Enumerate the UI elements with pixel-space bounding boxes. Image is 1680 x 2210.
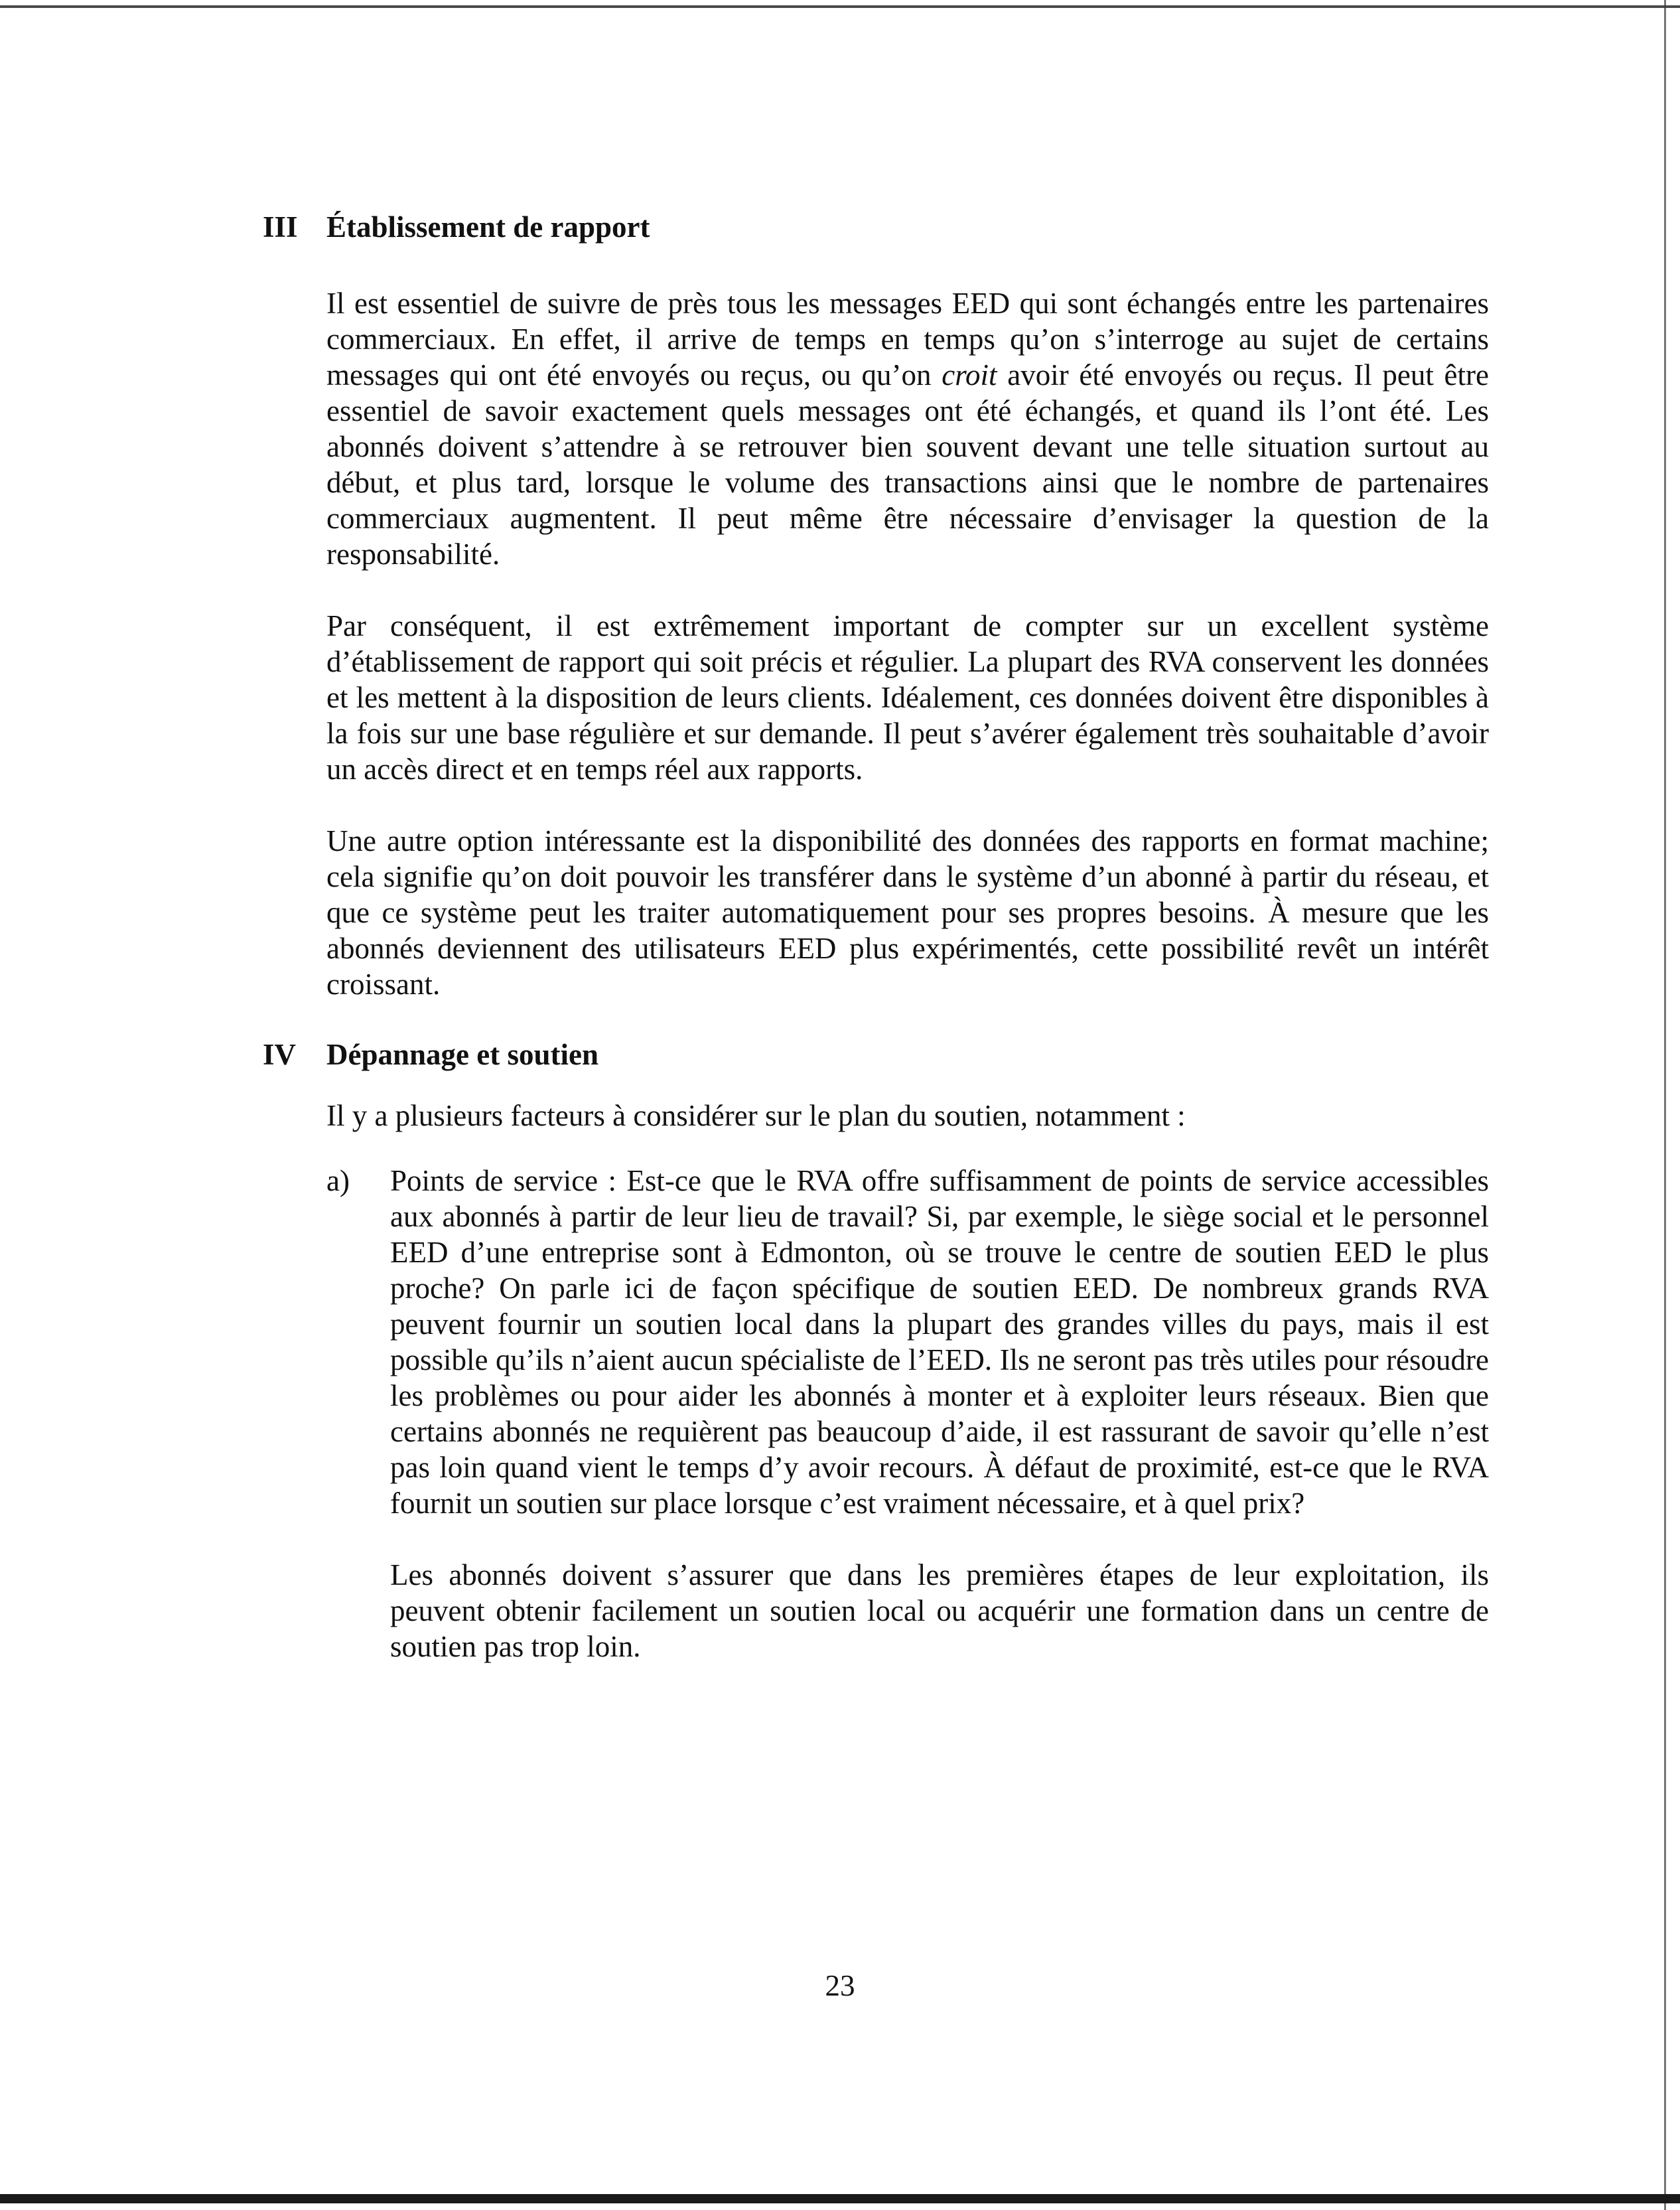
paragraph: Une autre option intéressante est la disponibilité des données des rapports en format machine; cela signifie qu’on doit pouvoir les transférer dans le système d’un abonné à partir du réseau, et que ce système peut les traiter automatiquement pour ses propres besoins. À mesure que les abonnés deviennent des utilisateurs EED plus expérimentés, cette possibilité revêt un intérêt croissant. bbox=[326, 824, 1489, 1001]
paragraph: Les abonnés doivent s’assurer que dans les premières étapes de leur exploitation, ils peuvent obtenir facilement un soutien local ou acquérir une formation dans un centre de soutien pas trop loin. bbox=[390, 1558, 1489, 1663]
section-iv bbox=[263, 1037, 1490, 1664]
section-number: III bbox=[263, 210, 298, 244]
scan-border-bottom bbox=[0, 2194, 1680, 2203]
section-heading bbox=[263, 209, 1490, 245]
section-body bbox=[326, 285, 1489, 1002]
section-title: Dépannage et soutien bbox=[326, 1038, 599, 1071]
paragraph: Par conséquent, il est extrêmement important de compter sur un excellent système d’établissement de rapport qui soit précis et régulier. La plupart des RVA conservent les données et les mettent à la disposition de leurs clients. Idéalement, ces données doivent être disponibles à la fois sur une base régulière et sur demande. Il peut s’avérer également très souhaitable d’avoir un accès direct et en temps réel aux rapports. bbox=[326, 609, 1489, 786]
section-title: Établissement de rapport bbox=[326, 210, 650, 244]
paragraph-text: avoir été envoyés ou reçus. Il peut être essentiel de savoir exactement quels messages ont été échangés, et quand ils l’ont été. Les abonnés doivent s’attendre à se retrouver bien souvent devant une telle situation surtout au début, et plus tard, lorsque le volume des transactions ainsi que le nombre de partenaires commerciaux augmentent. Il peut même être nécessaire d’envisager la question de la responsabilité. bbox=[326, 358, 1489, 571]
page-number: 23 bbox=[825, 1969, 855, 2002]
section-body bbox=[326, 1098, 1489, 1664]
section-iii bbox=[263, 209, 1490, 1002]
document-page bbox=[263, 209, 1490, 1664]
list-marker: a) bbox=[326, 1164, 350, 1197]
list-item-body bbox=[390, 1163, 1489, 1664]
section-heading bbox=[263, 1037, 1490, 1072]
list-item bbox=[326, 1163, 1489, 1664]
paragraph-text: Il est essentiel de suivre de près tous les messages EED qui sont échangés entre les partenaires commerciaux. En effet, il arrive de temps en temps qu’on s’interroge au sujet de certains messages qui ont été envoyés ou reçus, ou qu’on bbox=[326, 287, 1489, 392]
intro-paragraph: Il y a plusieurs facteurs à considérer sur le plan du soutien, notamment : bbox=[326, 1099, 1186, 1132]
scan-border-top bbox=[0, 5, 1680, 8]
emphasis-text: croit bbox=[942, 358, 997, 392]
paragraph: Points de service : Est-ce que le RVA offre suffisamment de points de service accessibles aux abonnés à partir de leur lieu de travail? Si, par exemple, le siège social et le personnel EED d’une entreprise sont à Edmonton, où se trouve le centre de soutien EED le plus proche? On parle ici de façon spécifique de soutien EED. De nombreux grands RVA peuvent fournir un soutien local dans la plupart des grandes villes du pays, mais il est possible qu’ils n’aient aucun spécialiste de l’EED. Ils ne seront pas très utiles pour résoudre les problèmes ou pour aider les abonnés à monter et à exploiter leurs réseaux. Bien que certains abonnés ne requièrent pas beaucoup d’aide, il est rassurant de savoir qu’elle n’est pas loin quand vient le temps d’y avoir recours. À défaut de proximité, est-ce que le RVA fournit un soutien sur place lorsque c’est vraiment nécessaire, et à quel prix? bbox=[390, 1164, 1489, 1520]
paragraph bbox=[326, 285, 1489, 572]
section-number: IV bbox=[263, 1038, 297, 1071]
scan-border-right bbox=[1664, 0, 1666, 2210]
